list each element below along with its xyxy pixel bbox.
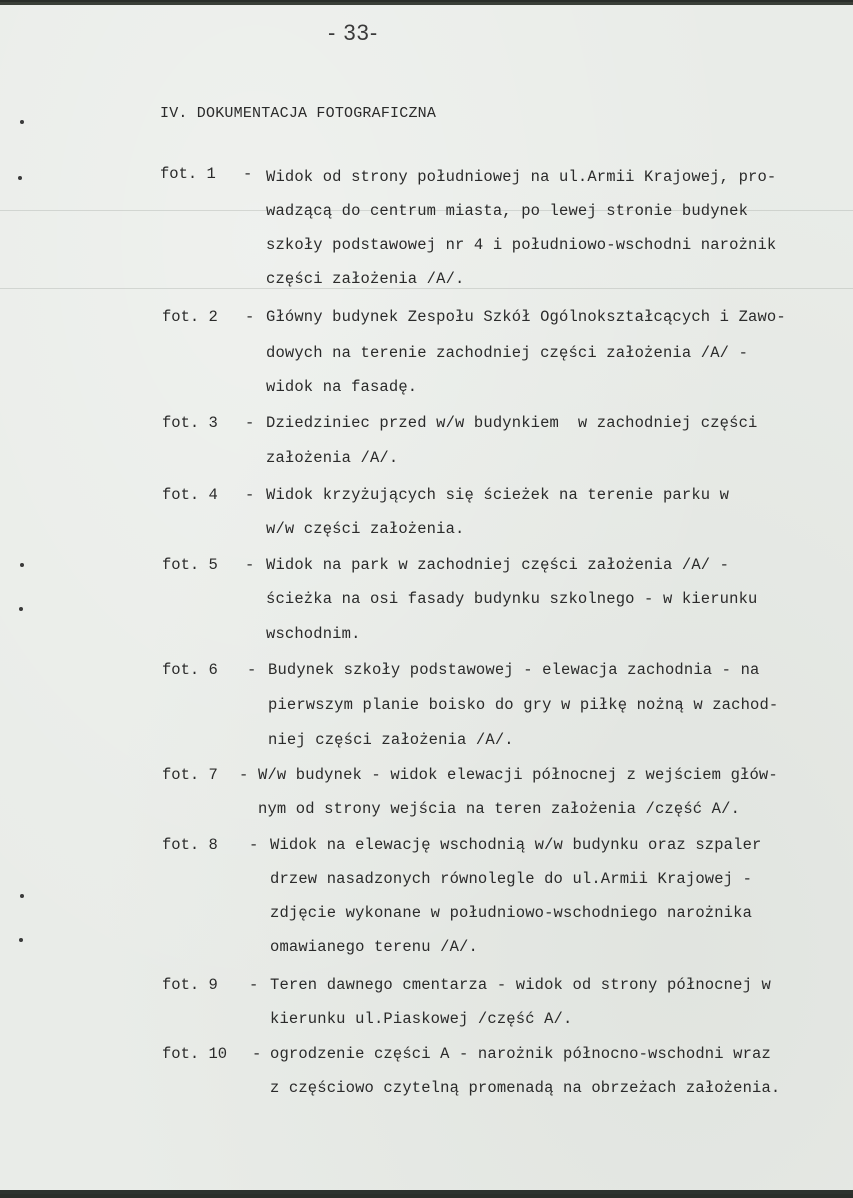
entry-dash: -	[247, 661, 257, 679]
page-number: - 33-	[328, 20, 379, 45]
document-page	[0, 2, 853, 1194]
photo-label: fot. 1	[160, 165, 216, 183]
photo-label: fot. 9	[162, 976, 218, 994]
entry-line: Dziedziniec przed w/w budynkiem w zachodniej części	[266, 414, 758, 432]
photo-label: fot. 4	[162, 486, 218, 504]
entry-line: szkoły podstawowej nr 4 i południowo-wschodni narożnik	[266, 236, 777, 254]
paper-fold-line	[0, 288, 853, 289]
photo-label: fot. 3	[162, 414, 218, 432]
entry-line: Widok na park w zachodniej części założenia /A/ -	[266, 556, 730, 574]
entry-dash: -	[249, 836, 259, 854]
entry-dash: -	[245, 486, 255, 504]
entry-line: Widok od strony południowej na ul.Armii Krajowej, pro-	[266, 168, 777, 186]
photo-label: fot. 5	[162, 556, 218, 574]
photo-label: fot. 2	[162, 308, 218, 326]
entry-line: drzew nasadzonych równolegle do ul.Armii Krajowej -	[270, 870, 753, 888]
entry-dash: -	[245, 308, 255, 326]
entry-line: Widok na elewację wschodnią w/w budynku oraz szpaler	[270, 836, 762, 854]
entry-line: Budynek szkoły podstawowej - elewacja zachodnia - na	[268, 661, 760, 679]
entry-line: wschodnim.	[266, 625, 361, 643]
scan-bottom-edge	[0, 1190, 853, 1194]
entry-line: w/w części założenia.	[266, 520, 465, 538]
entry-line: części założenia /A/.	[266, 270, 465, 288]
punch-hole-mark	[18, 176, 22, 180]
entry-line: dowych na terenie zachodniej części założenia /A/ -	[266, 344, 749, 362]
photo-label: fot. 10	[162, 1045, 228, 1063]
entry-dash: -	[245, 556, 255, 574]
entry-line: pierwszym planie boisko do gry w piłkę nożną w zachod-	[268, 696, 779, 714]
entry-line: ścieżka na osi fasady budynku szkolnego - w kierunku	[266, 590, 758, 608]
entry-line: niej części założenia /A/.	[268, 731, 514, 749]
photo-label: fot. 6	[162, 661, 218, 679]
entry-dash: -	[249, 976, 259, 994]
punch-hole-mark	[20, 563, 24, 567]
entry-line: omawianego terenu /A/.	[270, 938, 478, 956]
entry-line: ogrodzenie części A - narożnik północno-wschodni wraz	[270, 1045, 771, 1063]
entry-dash: -	[243, 165, 253, 183]
photo-label: fot. 8	[162, 836, 218, 854]
entry-line: z częściowo czytelną promenadą na obrzeżach założenia.	[270, 1079, 781, 1097]
entry-dash: -	[239, 766, 249, 784]
entry-line: zdjęcie wykonane w południowo-wschodniego narożnika	[270, 904, 753, 922]
entry-line: Główny budynek Zespołu Szkół Ogólnokształcących i Zawo-	[266, 308, 786, 326]
entry-dash: -	[252, 1045, 262, 1063]
entry-dash: -	[245, 414, 255, 432]
scan-top-edge	[0, 2, 853, 5]
entry-line: nym od strony wejścia na teren założenia /część A/.	[258, 800, 741, 818]
entry-line: Teren dawnego cmentarza - widok od strony północnej w	[270, 976, 771, 994]
entry-line: kierunku ul.Piaskowej /część A/.	[270, 1010, 573, 1028]
punch-hole-mark	[19, 938, 23, 942]
photo-label: fot. 7	[162, 766, 218, 784]
punch-hole-mark	[19, 607, 23, 611]
entry-line: Widok krzyżujących się ścieżek na terenie parku w	[266, 486, 730, 504]
entry-line: założenia /A/.	[266, 449, 399, 467]
punch-hole-mark	[20, 894, 24, 898]
entry-line: W/w budynek - widok elewacji północnej z wejściem głów-	[258, 766, 778, 784]
section-title: IV. DOKUMENTACJA FOTOGRAFICZNA	[160, 105, 437, 122]
entry-line: wadzącą do centrum miasta, po lewej stronie budynek	[266, 202, 749, 220]
entry-line: widok na fasadę.	[266, 378, 418, 396]
punch-hole-mark	[20, 120, 24, 124]
